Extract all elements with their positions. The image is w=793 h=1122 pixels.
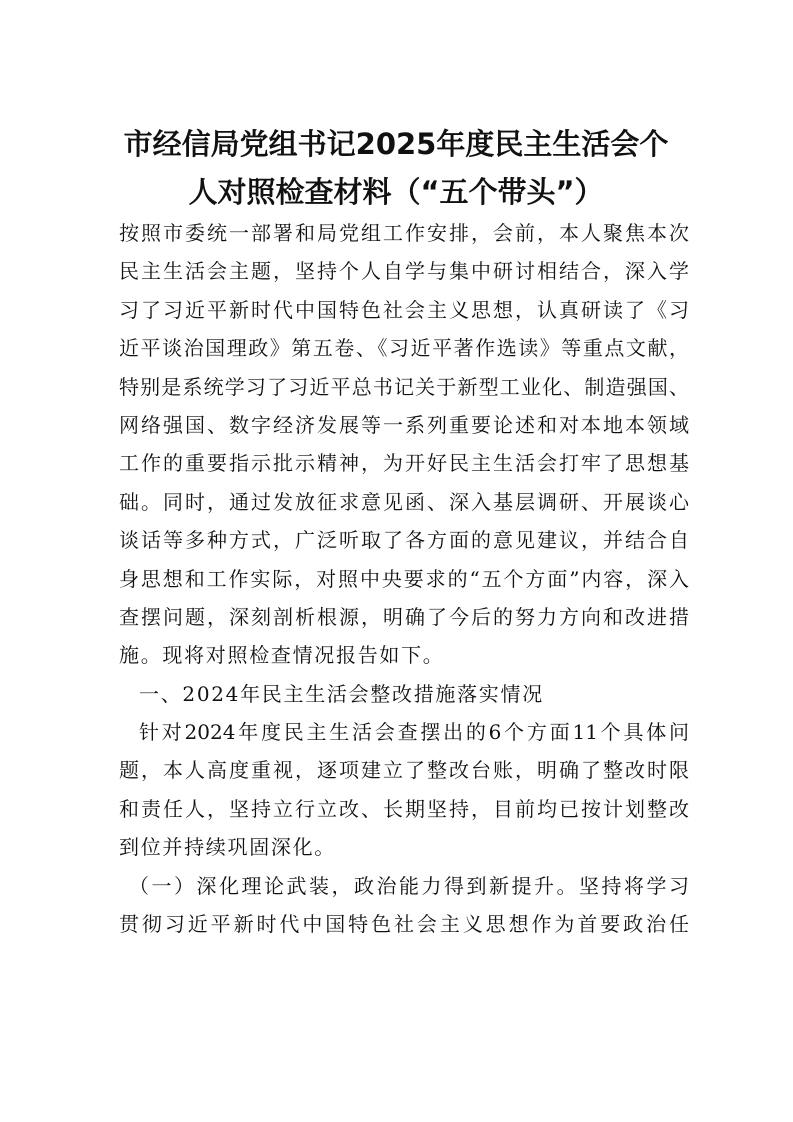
paragraph-line: 到位并持续巩固深化。 [119,835,336,860]
paragraph-line: 施。现将对照检查情况报告如下。 [119,643,445,668]
paragraph-line: 谈话等多种方式，广泛听取了各方面的意见建议，并结合自 [119,528,689,553]
paragraph-line: 网络强国、数字经济发展等一系列重要论述和对本地本领域 [119,412,689,437]
paragraph-line: 特别是系统学习了习近平总书记关于新型工业化、制造强国、 [119,374,689,399]
section-heading: 一、2024年民主生活会整改措施落实情况 [139,681,544,706]
subsection-paragraph-line: （一）深化理论武装，政治能力得到新提升。坚持将学习 [129,873,689,898]
paragraph-line: 工作的重要指示批示精神，为开好民主生活会打牢了思想基 [119,451,689,476]
document-title-line-1: 市经信局党组书记2025年度民主生活会个 [123,127,669,161]
document-title-line-2: 人对照检查材料（“五个带头”） [188,175,604,209]
paragraph-line: 题，本人高度重视，逐项建立了整改台账，明确了整改时限 [119,758,689,783]
paragraph-line: 近平谈治国理政》第五卷、《习近平著作选读》等重点文献， [119,336,689,361]
paragraph-line: 习了习近平新时代中国特色社会主义思想，认真研读了《习 [119,297,689,322]
paragraph-line: 和责任人，坚持立行立改、长期坚持，目前均已按计划整改 [119,796,689,821]
paragraph-line: 础。同时，通过发放征求意见函、深入基层调研、开展谈心 [119,489,689,514]
paragraph-line: 身思想和工作实际，对照中央要求的“五个方面”内容，深入 [119,566,689,591]
document-body [119,214,689,943]
paragraph-line: 按照市委统一部署和局党组工作安排，会前，本人聚焦本次 [119,221,689,245]
paragraph-line: 查摆问题，深刻剖析根源，明确了今后的努力方向和改进措 [119,604,689,629]
paragraph-line: 民主生活会主题，坚持个人自学与集中研讨相结合，深入学 [119,259,689,284]
paragraph-line: 贯彻习近平新时代中国特色社会主义思想作为首要政治任 [119,912,689,937]
paragraph-line: 针对2024年度民主生活会查摆出的6个方面11个具体问 [139,720,689,745]
